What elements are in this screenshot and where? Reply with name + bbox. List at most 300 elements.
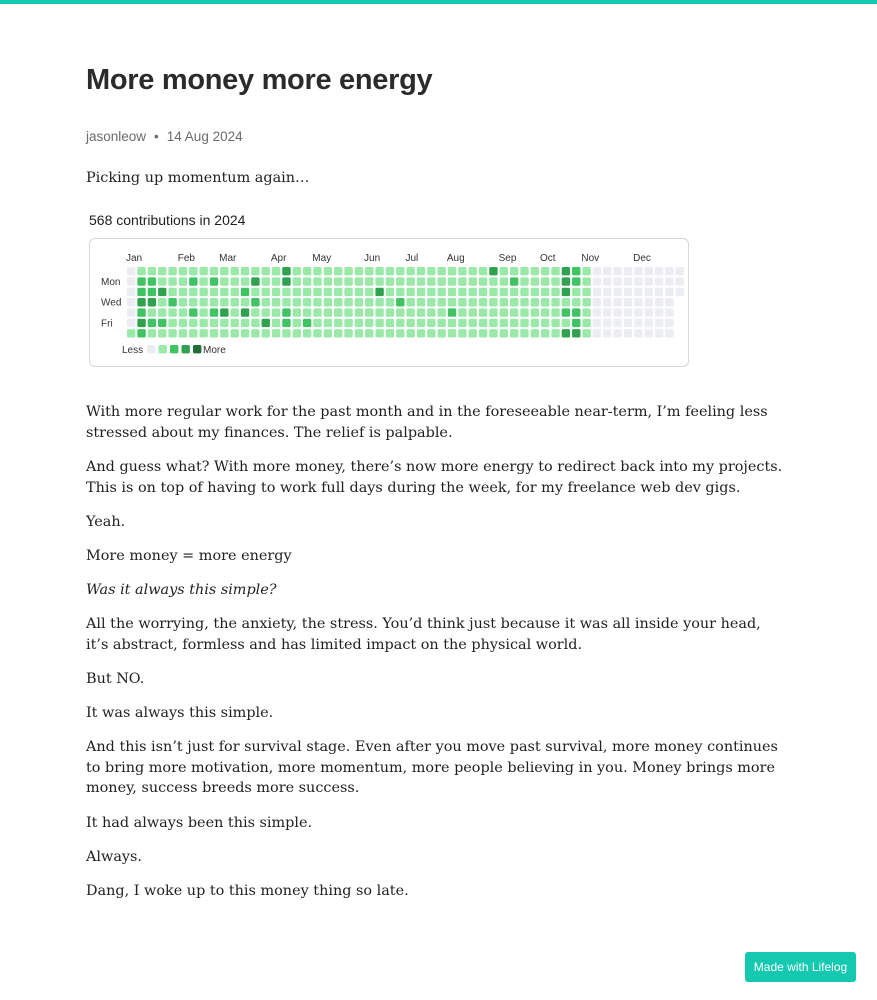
contribution-cell[interactable] [479, 319, 487, 327]
contribution-cell[interactable] [355, 308, 363, 316]
contribution-cell[interactable] [624, 319, 632, 327]
contribution-cell[interactable] [303, 288, 311, 296]
contribution-cell[interactable] [344, 298, 352, 306]
contribution-cell[interactable] [531, 277, 539, 285]
contribution-cell[interactable] [334, 308, 342, 316]
contribution-cell[interactable] [510, 298, 518, 306]
contribution-cell[interactable] [210, 329, 218, 337]
contribution-cell[interactable] [531, 267, 539, 275]
contribution-cell[interactable] [520, 319, 528, 327]
contribution-cell[interactable] [634, 308, 642, 316]
contribution-cell[interactable] [231, 298, 239, 306]
contribution-cell[interactable] [613, 308, 621, 316]
contribution-cell[interactable] [634, 329, 642, 337]
contribution-cell[interactable] [613, 288, 621, 296]
contribution-cell[interactable] [251, 308, 259, 316]
contribution-cell[interactable] [220, 288, 228, 296]
contribution-cell[interactable] [189, 267, 197, 275]
contribution-cell[interactable] [438, 267, 446, 275]
contribution-cell[interactable] [210, 267, 218, 275]
contribution-cell[interactable] [148, 288, 156, 296]
contribution-cell[interactable] [396, 308, 404, 316]
contribution-cell[interactable] [406, 308, 414, 316]
legend-swatch[interactable] [147, 345, 155, 353]
contribution-cell[interactable] [593, 308, 601, 316]
contribution-cell[interactable] [137, 319, 145, 327]
contribution-cell[interactable] [313, 308, 321, 316]
contribution-cell[interactable] [241, 288, 249, 296]
contribution-cell[interactable] [603, 277, 611, 285]
contribution-cell[interactable] [262, 308, 270, 316]
contribution-cell[interactable] [396, 298, 404, 306]
contribution-cell[interactable] [158, 288, 166, 296]
contribution-cell[interactable] [189, 277, 197, 285]
contribution-cell[interactable] [655, 267, 663, 275]
contribution-cell[interactable] [572, 308, 580, 316]
contribution-cell[interactable] [613, 329, 621, 337]
contribution-cell[interactable] [676, 267, 684, 275]
contribution-cell[interactable] [375, 298, 383, 306]
contribution-cell[interactable] [479, 288, 487, 296]
contribution-cell[interactable] [489, 329, 497, 337]
contribution-cell[interactable] [210, 288, 218, 296]
contribution-cell[interactable] [375, 308, 383, 316]
contribution-cell[interactable] [179, 298, 187, 306]
contribution-cell[interactable] [406, 298, 414, 306]
contribution-cell[interactable] [645, 308, 653, 316]
contribution-cell[interactable] [572, 298, 580, 306]
contribution-cell[interactable] [386, 267, 394, 275]
contribution-cell[interactable] [210, 298, 218, 306]
contribution-cell[interactable] [293, 319, 301, 327]
contribution-cell[interactable] [541, 298, 549, 306]
contribution-cell[interactable] [448, 288, 456, 296]
contribution-cell[interactable] [603, 288, 611, 296]
contribution-cell[interactable] [655, 308, 663, 316]
contribution-cell[interactable] [262, 267, 270, 275]
contribution-cell[interactable] [344, 288, 352, 296]
contribution-cell[interactable] [231, 267, 239, 275]
contribution-cell[interactable] [324, 329, 332, 337]
contribution-cell[interactable] [417, 298, 425, 306]
contribution-cell[interactable] [355, 267, 363, 275]
contribution-cell[interactable] [624, 308, 632, 316]
contribution-cell[interactable] [438, 288, 446, 296]
contribution-cell[interactable] [489, 308, 497, 316]
contribution-cell[interactable] [645, 267, 653, 275]
contribution-cell[interactable] [127, 267, 135, 275]
contribution-cell[interactable] [344, 329, 352, 337]
contribution-cell[interactable] [613, 319, 621, 327]
contribution-cell[interactable] [624, 288, 632, 296]
contribution-cell[interactable] [541, 267, 549, 275]
contribution-cell[interactable] [199, 308, 207, 316]
contribution-cell[interactable] [355, 329, 363, 337]
contribution-cell[interactable] [572, 267, 580, 275]
contribution-cell[interactable] [510, 319, 518, 327]
contribution-cell[interactable] [396, 329, 404, 337]
contribution-cell[interactable] [634, 277, 642, 285]
contribution-cell[interactable] [189, 319, 197, 327]
contribution-cell[interactable] [624, 277, 632, 285]
contribution-cell[interactable] [355, 298, 363, 306]
contribution-cell[interactable] [582, 319, 590, 327]
contribution-cell[interactable] [272, 277, 280, 285]
contribution-cell[interactable] [406, 329, 414, 337]
contribution-cell[interactable] [562, 277, 570, 285]
contribution-cell[interactable] [458, 319, 466, 327]
contribution-cell[interactable] [251, 329, 259, 337]
contribution-cell[interactable] [500, 277, 508, 285]
contribution-cell[interactable] [210, 319, 218, 327]
contribution-cell[interactable] [365, 298, 373, 306]
contribution-cell[interactable] [551, 267, 559, 275]
contribution-cell[interactable] [510, 288, 518, 296]
contribution-cell[interactable] [220, 277, 228, 285]
contribution-cell[interactable] [417, 267, 425, 275]
contribution-cell[interactable] [282, 267, 290, 275]
contribution-cell[interactable] [645, 288, 653, 296]
contribution-cell[interactable] [593, 319, 601, 327]
contribution-cell[interactable] [334, 288, 342, 296]
contribution-cell[interactable] [282, 308, 290, 316]
contribution-cell[interactable] [272, 308, 280, 316]
contribution-cell[interactable] [365, 329, 373, 337]
contribution-cell[interactable] [458, 288, 466, 296]
contribution-cell[interactable] [189, 308, 197, 316]
contribution-cell[interactable] [241, 298, 249, 306]
contribution-cell[interactable] [293, 308, 301, 316]
contribution-cell[interactable] [469, 329, 477, 337]
contribution-cell[interactable] [158, 267, 166, 275]
contribution-cell[interactable] [645, 277, 653, 285]
contribution-cell[interactable] [158, 329, 166, 337]
contribution-cell[interactable] [624, 298, 632, 306]
contribution-cell[interactable] [148, 329, 156, 337]
contribution-cell[interactable] [251, 277, 259, 285]
contribution-cell[interactable] [438, 329, 446, 337]
contribution-cell[interactable] [438, 308, 446, 316]
contribution-cell[interactable] [168, 277, 176, 285]
contribution-cell[interactable] [427, 329, 435, 337]
contribution-cell[interactable] [469, 319, 477, 327]
contribution-cell[interactable] [313, 288, 321, 296]
contribution-cell[interactable] [458, 298, 466, 306]
contribution-cell[interactable] [386, 298, 394, 306]
contribution-cell[interactable] [417, 308, 425, 316]
contribution-cell[interactable] [262, 288, 270, 296]
contribution-cell[interactable] [613, 267, 621, 275]
contribution-cell[interactable] [148, 277, 156, 285]
contribution-cell[interactable] [313, 267, 321, 275]
contribution-cell[interactable] [458, 267, 466, 275]
contribution-cell[interactable] [272, 319, 280, 327]
contribution-cell[interactable] [417, 329, 425, 337]
contribution-cell[interactable] [448, 319, 456, 327]
contribution-cell[interactable] [655, 288, 663, 296]
contribution-cell[interactable] [396, 319, 404, 327]
contribution-cell[interactable] [262, 319, 270, 327]
contribution-cell[interactable] [365, 319, 373, 327]
contribution-cell[interactable] [168, 288, 176, 296]
contribution-cell[interactable] [324, 267, 332, 275]
contribution-cell[interactable] [572, 329, 580, 337]
contribution-cell[interactable] [458, 329, 466, 337]
contribution-cell[interactable] [665, 329, 673, 337]
contribution-cell[interactable] [510, 329, 518, 337]
contribution-cell[interactable] [127, 288, 135, 296]
contribution-cell[interactable] [148, 267, 156, 275]
contribution-cell[interactable] [127, 298, 135, 306]
contribution-cell[interactable] [479, 308, 487, 316]
contribution-cell[interactable] [572, 319, 580, 327]
contribution-cell[interactable] [251, 298, 259, 306]
contribution-cell[interactable] [344, 267, 352, 275]
contribution-cell[interactable] [479, 277, 487, 285]
contribution-cell[interactable] [458, 308, 466, 316]
contribution-cell[interactable] [406, 319, 414, 327]
contribution-cell[interactable] [448, 298, 456, 306]
contribution-cell[interactable] [334, 319, 342, 327]
contribution-cell[interactable] [613, 298, 621, 306]
contribution-cell[interactable] [624, 267, 632, 275]
contribution-cell[interactable] [282, 277, 290, 285]
contribution-cell[interactable] [655, 319, 663, 327]
contribution-cell[interactable] [676, 277, 684, 285]
contribution-cell[interactable] [500, 267, 508, 275]
contribution-cell[interactable] [231, 319, 239, 327]
contribution-cell[interactable] [489, 288, 497, 296]
contribution-cell[interactable] [603, 308, 611, 316]
contribution-cell[interactable] [531, 308, 539, 316]
contribution-cell[interactable] [282, 329, 290, 337]
contribution-cell[interactable] [199, 277, 207, 285]
contribution-cell[interactable] [231, 308, 239, 316]
contribution-cell[interactable] [241, 277, 249, 285]
contribution-cell[interactable] [324, 298, 332, 306]
contribution-cell[interactable] [469, 308, 477, 316]
contribution-cell[interactable] [324, 308, 332, 316]
contribution-cell[interactable] [593, 329, 601, 337]
contribution-cell[interactable] [137, 298, 145, 306]
contribution-cell[interactable] [386, 329, 394, 337]
contribution-cell[interactable] [127, 319, 135, 327]
contribution-cell[interactable] [375, 319, 383, 327]
contribution-cell[interactable] [531, 298, 539, 306]
contribution-cell[interactable] [282, 319, 290, 327]
contribution-cell[interactable] [645, 319, 653, 327]
contribution-cell[interactable] [427, 288, 435, 296]
contribution-cell[interactable] [593, 277, 601, 285]
contribution-cell[interactable] [251, 267, 259, 275]
contribution-cell[interactable] [355, 277, 363, 285]
contribution-cell[interactable] [489, 298, 497, 306]
contribution-cell[interactable] [313, 298, 321, 306]
contribution-cell[interactable] [220, 308, 228, 316]
contribution-cell[interactable] [479, 329, 487, 337]
contribution-cell[interactable] [303, 298, 311, 306]
contribution-cell[interactable] [199, 329, 207, 337]
made-with-lifelog-button[interactable]: Made with Lifelog [745, 952, 856, 982]
contribution-cell[interactable] [655, 329, 663, 337]
contribution-cell[interactable] [375, 288, 383, 296]
contribution-cell[interactable] [168, 329, 176, 337]
contribution-cell[interactable] [531, 329, 539, 337]
contribution-cell[interactable] [262, 298, 270, 306]
contribution-cell[interactable] [406, 288, 414, 296]
contribution-cell[interactable] [562, 267, 570, 275]
contribution-cell[interactable] [344, 277, 352, 285]
contribution-cell[interactable] [231, 329, 239, 337]
contribution-cell[interactable] [427, 308, 435, 316]
contribution-cell[interactable] [645, 329, 653, 337]
contribution-cell[interactable] [655, 298, 663, 306]
contribution-cell[interactable] [272, 329, 280, 337]
contribution-cell[interactable] [489, 267, 497, 275]
contribution-cell[interactable] [551, 308, 559, 316]
legend-swatch[interactable] [193, 345, 201, 353]
contribution-cell[interactable] [179, 267, 187, 275]
contribution-cell[interactable] [469, 267, 477, 275]
contribution-cell[interactable] [603, 329, 611, 337]
contribution-cell[interactable] [396, 267, 404, 275]
contribution-cell[interactable] [593, 288, 601, 296]
contribution-cell[interactable] [500, 319, 508, 327]
contribution-cell[interactable] [189, 288, 197, 296]
contribution-cell[interactable] [158, 298, 166, 306]
contribution-cell[interactable] [127, 329, 135, 337]
contribution-cell[interactable] [179, 288, 187, 296]
legend-swatch[interactable] [170, 345, 178, 353]
contribution-cell[interactable] [272, 298, 280, 306]
contribution-cell[interactable] [293, 298, 301, 306]
contribution-cell[interactable] [582, 267, 590, 275]
contribution-cell[interactable] [355, 288, 363, 296]
contribution-cell[interactable] [158, 319, 166, 327]
contribution-cell[interactable] [603, 267, 611, 275]
contribution-cell[interactable] [168, 308, 176, 316]
contribution-cell[interactable] [489, 277, 497, 285]
contribution-cell[interactable] [438, 277, 446, 285]
contribution-cell[interactable] [375, 277, 383, 285]
contribution-cell[interactable] [469, 288, 477, 296]
legend-swatch[interactable] [159, 345, 167, 353]
contribution-cell[interactable] [324, 319, 332, 327]
contribution-cell[interactable] [179, 308, 187, 316]
contribution-cell[interactable] [582, 288, 590, 296]
contribution-cell[interactable] [562, 298, 570, 306]
contribution-cell[interactable] [313, 329, 321, 337]
contribution-cell[interactable] [231, 277, 239, 285]
contribution-cell[interactable] [386, 277, 394, 285]
contribution-cell[interactable] [665, 298, 673, 306]
contribution-cell[interactable] [293, 267, 301, 275]
contribution-cell[interactable] [179, 319, 187, 327]
contribution-cell[interactable] [603, 298, 611, 306]
contribution-cell[interactable] [365, 288, 373, 296]
contribution-cell[interactable] [417, 319, 425, 327]
contribution-cell[interactable] [551, 319, 559, 327]
contribution-cell[interactable] [520, 329, 528, 337]
contribution-cell[interactable] [334, 267, 342, 275]
contribution-cell[interactable] [634, 319, 642, 327]
contribution-cell[interactable] [262, 277, 270, 285]
contribution-cell[interactable] [510, 267, 518, 275]
contribution-cell[interactable] [168, 267, 176, 275]
contribution-cell[interactable] [313, 319, 321, 327]
contribution-cell[interactable] [489, 319, 497, 327]
contribution-cell[interactable] [562, 288, 570, 296]
contribution-cell[interactable] [396, 288, 404, 296]
contribution-cell[interactable] [241, 308, 249, 316]
contribution-cell[interactable] [262, 329, 270, 337]
contribution-cell[interactable] [458, 277, 466, 285]
contribution-cell[interactable] [199, 298, 207, 306]
contribution-cell[interactable] [665, 267, 673, 275]
contribution-cell[interactable] [168, 298, 176, 306]
contribution-cell[interactable] [344, 308, 352, 316]
contribution-cell[interactable] [541, 288, 549, 296]
contribution-cell[interactable] [324, 288, 332, 296]
contribution-cell[interactable] [303, 267, 311, 275]
contribution-cell[interactable] [251, 319, 259, 327]
contribution-cell[interactable] [365, 277, 373, 285]
contribution-cell[interactable] [334, 298, 342, 306]
contribution-cell[interactable] [655, 277, 663, 285]
contribution-cell[interactable] [520, 298, 528, 306]
contribution-cell[interactable] [582, 308, 590, 316]
contribution-cell[interactable] [500, 308, 508, 316]
contribution-cell[interactable] [469, 298, 477, 306]
contribution-cell[interactable] [417, 288, 425, 296]
contribution-cell[interactable] [199, 319, 207, 327]
contribution-cell[interactable] [582, 329, 590, 337]
contribution-cell[interactable] [438, 319, 446, 327]
contribution-cell[interactable] [220, 298, 228, 306]
contribution-cell[interactable] [334, 329, 342, 337]
contribution-cell[interactable] [541, 329, 549, 337]
contribution-cell[interactable] [613, 277, 621, 285]
contribution-cell[interactable] [562, 308, 570, 316]
contribution-cell[interactable] [582, 298, 590, 306]
contribution-cell[interactable] [624, 329, 632, 337]
contribution-cell[interactable] [210, 277, 218, 285]
contribution-cell[interactable] [551, 298, 559, 306]
contribution-cell[interactable] [355, 319, 363, 327]
contribution-cell[interactable] [303, 308, 311, 316]
contribution-cell[interactable] [127, 308, 135, 316]
contribution-cell[interactable] [551, 329, 559, 337]
contribution-cell[interactable] [448, 308, 456, 316]
contribution-cell[interactable] [531, 288, 539, 296]
contribution-cell[interactable] [634, 267, 642, 275]
contribution-cell[interactable] [665, 308, 673, 316]
contribution-cell[interactable] [551, 288, 559, 296]
contribution-cell[interactable] [386, 308, 394, 316]
contribution-cell[interactable] [148, 308, 156, 316]
contribution-cell[interactable] [582, 277, 590, 285]
contribution-cell[interactable] [541, 308, 549, 316]
contribution-cell[interactable] [293, 288, 301, 296]
contribution-cell[interactable] [148, 298, 156, 306]
contribution-cell[interactable] [500, 288, 508, 296]
contribution-cell[interactable] [241, 267, 249, 275]
contribution-cell[interactable] [365, 308, 373, 316]
contribution-cell[interactable] [282, 288, 290, 296]
contribution-cell[interactable] [158, 277, 166, 285]
contribution-cell[interactable] [448, 267, 456, 275]
contribution-cell[interactable] [593, 267, 601, 275]
